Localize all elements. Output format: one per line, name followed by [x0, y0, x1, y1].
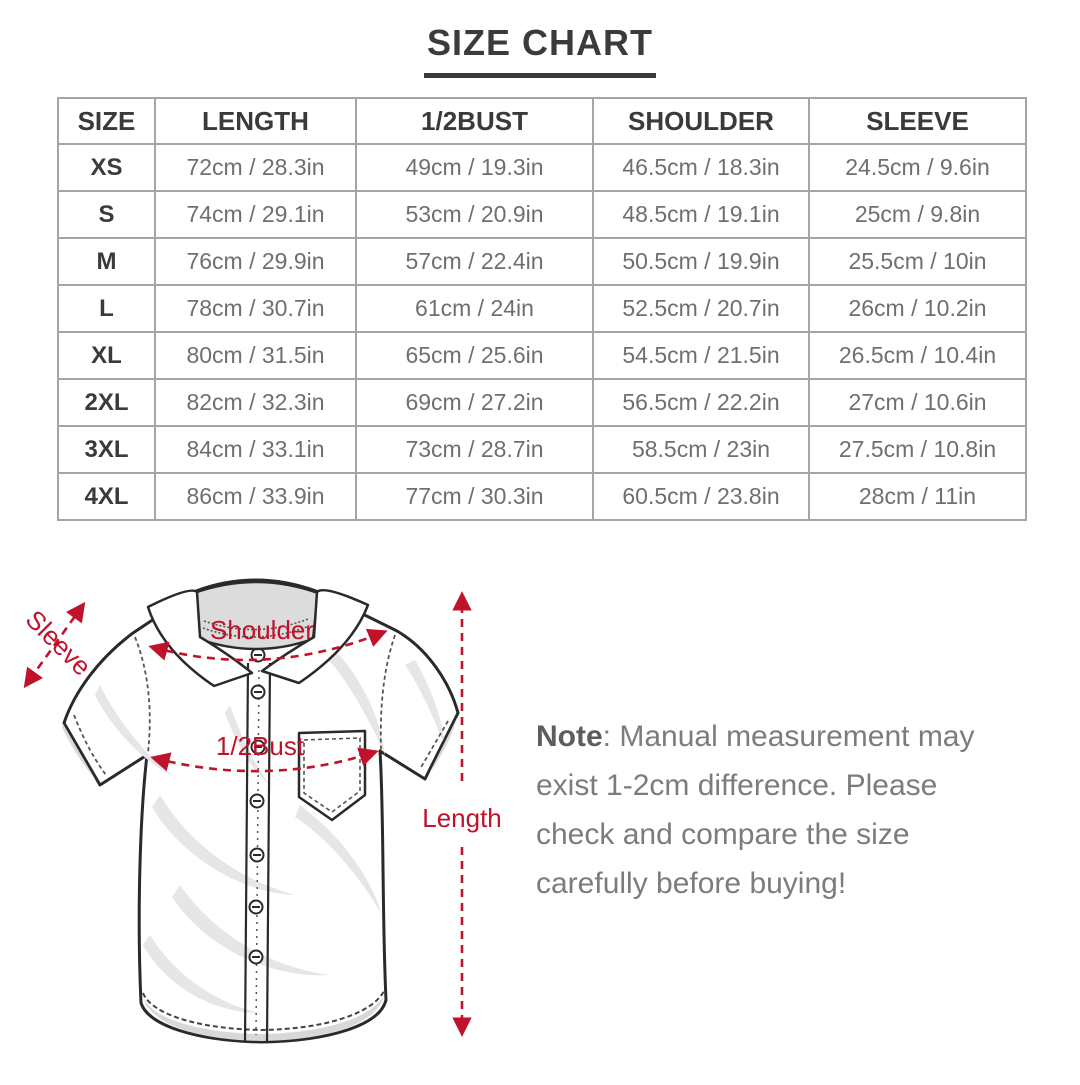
table-cell: 24.5cm / 9.6in: [809, 144, 1026, 191]
table-cell: 27cm / 10.6in: [809, 379, 1026, 426]
table-cell: 25cm / 9.8in: [809, 191, 1026, 238]
table-row: [58, 473, 1026, 520]
table-cell: 74cm / 29.1in: [155, 191, 356, 238]
page-title: [0, 22, 1080, 78]
table-cell: 50.5cm / 19.9in: [593, 238, 809, 285]
measurement-note: [536, 712, 1022, 908]
table-cell: 69cm / 27.2in: [356, 379, 593, 426]
table-cell: 61cm / 24in: [356, 285, 593, 332]
size-cell: 4XL: [58, 473, 155, 520]
table-cell: 25.5cm / 10in: [809, 238, 1026, 285]
table-cell: 77cm / 30.3in: [356, 473, 593, 520]
bust-label: 1/2Bust: [215, 731, 305, 761]
column-header-sleeve: SLEEVE: [809, 98, 1026, 144]
table-row: [58, 332, 1026, 379]
note-body: : Manual measurement may exist 1-2cm difference. Please check and compare the size carefully before buying!: [536, 720, 975, 900]
length-label: Length: [422, 803, 502, 833]
table-row: [58, 191, 1026, 238]
table-cell: 48.5cm / 19.1in: [593, 191, 809, 238]
table-cell: 52.5cm / 20.7in: [593, 285, 809, 332]
size-cell: M: [58, 238, 155, 285]
table-cell: 65cm / 25.6in: [356, 332, 593, 379]
page-title-text: SIZE CHART: [424, 22, 656, 78]
table-cell: 84cm / 33.1in: [155, 426, 356, 473]
table-row: [58, 285, 1026, 332]
table-cell: 53cm / 20.9in: [356, 191, 593, 238]
header-row: [58, 98, 1026, 144]
table-cell: 73cm / 28.7in: [356, 426, 593, 473]
table-cell: 76cm / 29.9in: [155, 238, 356, 285]
column-header-half-bust: 1/2BUST: [356, 98, 593, 144]
column-header-shoulder: SHOULDER: [593, 98, 809, 144]
table-cell: 82cm / 32.3in: [155, 379, 356, 426]
table-row: [58, 426, 1026, 473]
table-cell: 80cm / 31.5in: [155, 332, 356, 379]
shirt-illustration: [0, 555, 540, 1080]
table-cell: 27.5cm / 10.8in: [809, 426, 1026, 473]
table-cell: 49cm / 19.3in: [356, 144, 593, 191]
table-cell: 28cm / 11in: [809, 473, 1026, 520]
table-cell: 26cm / 10.2in: [809, 285, 1026, 332]
size-cell: S: [58, 191, 155, 238]
size-cell: 3XL: [58, 426, 155, 473]
table-cell: 54.5cm / 21.5in: [593, 332, 809, 379]
table-row: [58, 379, 1026, 426]
table-cell: 57cm / 22.4in: [356, 238, 593, 285]
table-cell: 26.5cm / 10.4in: [809, 332, 1026, 379]
table-row: [58, 144, 1026, 191]
size-cell: XL: [58, 332, 155, 379]
table-cell: 46.5cm / 18.3in: [593, 144, 809, 191]
table-cell: 60.5cm / 23.8in: [593, 473, 809, 520]
table-cell: 86cm / 33.9in: [155, 473, 356, 520]
table-cell: 72cm / 28.3in: [155, 144, 356, 191]
table-cell: 58.5cm / 23in: [593, 426, 809, 473]
size-table: [57, 97, 1027, 521]
shoulder-label: Shoulder: [209, 615, 315, 645]
shirt-diagram: [0, 555, 540, 1080]
table-cell: 78cm / 30.7in: [155, 285, 356, 332]
size-cell: 2XL: [58, 379, 155, 426]
sleeve-label: Sleeve: [19, 604, 98, 682]
size-cell: L: [58, 285, 155, 332]
table-cell: 56.5cm / 22.2in: [593, 379, 809, 426]
shirt-body: [62, 580, 458, 1042]
column-header-size: SIZE: [58, 98, 155, 144]
table-row: [58, 238, 1026, 285]
note-label: Note: [536, 720, 603, 753]
column-header-length: LENGTH: [155, 98, 356, 144]
size-cell: XS: [58, 144, 155, 191]
